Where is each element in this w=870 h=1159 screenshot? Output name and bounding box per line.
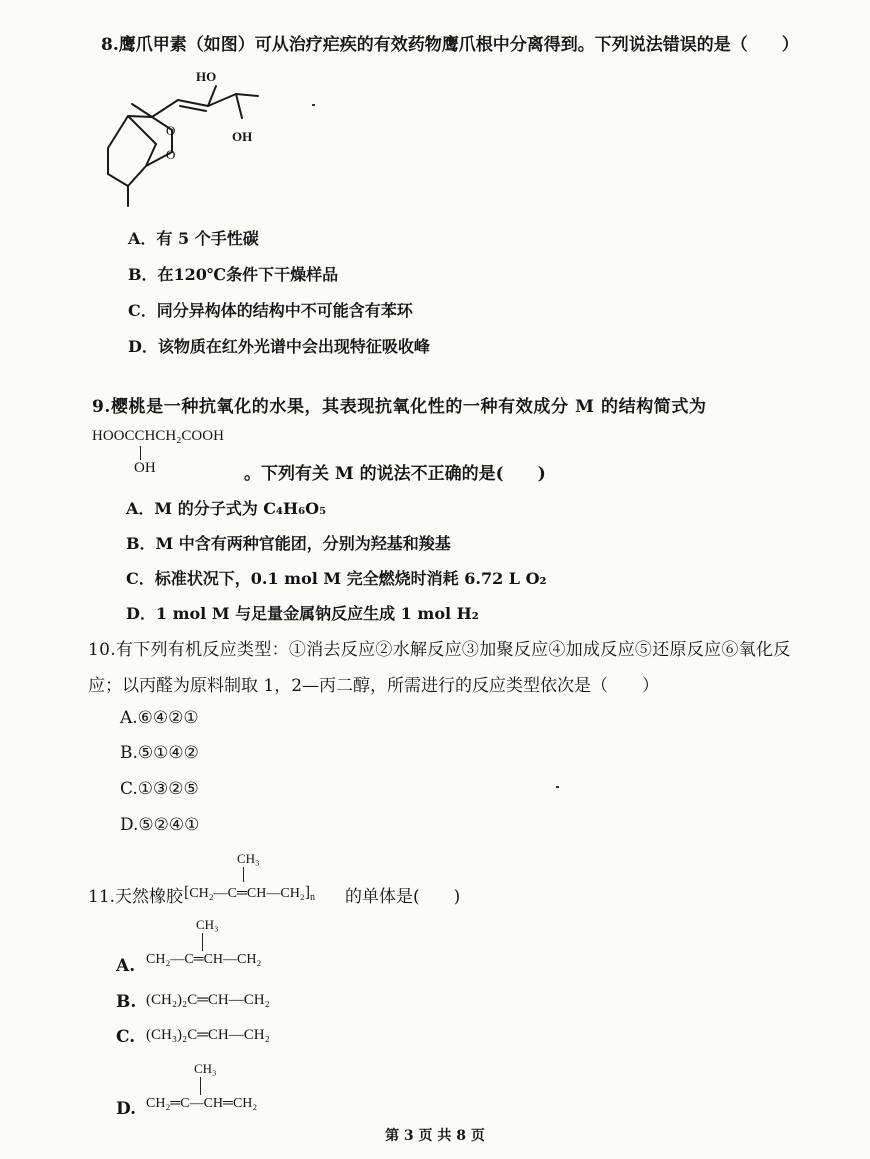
q10-option-d: D.⑤②④① — [120, 815, 200, 835]
q11-b-formula: (CH₂)₂C═CH—CH₂ — [146, 992, 270, 1008]
q11-c-formula: (CH₃)₂C═CH—CH₂ — [146, 1027, 270, 1043]
q8-label-oh: OH — [232, 129, 253, 144]
q11-a-top: CH₃ — [196, 917, 219, 932]
q11-polymer-chain: CH₂—C═CH—CH₂ — [189, 886, 305, 901]
q11-stem-prefix: 11.天然橡胶 — [88, 887, 184, 907]
q8-option-c: C．同分异构体的结构中不可能含有苯环 — [128, 301, 413, 320]
page-footer: 第 3 页 共 8 页 — [385, 1128, 485, 1144]
speck — [556, 786, 559, 788]
q8-stem: 8.鹰爪甲素（如图）可从治疗疟疾的有效药物鹰爪根中分离得到。下列说法错误的是（ ） — [101, 35, 799, 55]
q9-formula-sub: OH — [134, 460, 156, 476]
q11-d-chain: CH₂═C—CH═CH₂ — [146, 1096, 258, 1111]
q10-stem-line1: 10.有下列有机反应类型：①消去反应②水解反应③加聚反应④加成反应⑤还原反应⑥氧化反 — [88, 640, 791, 660]
q10-option-a: A.⑥④②① — [120, 708, 199, 728]
q11-polymer-bond — [243, 867, 244, 882]
q9-stem-tail: 。下列有关 M 的说法不正确的是( ) — [244, 464, 546, 484]
q9-option-d: D．1 mol M 与足量金属钠反应生成 1 mol H₂ — [126, 604, 479, 623]
q8-option-a: A．有 5 个手性碳 — [128, 229, 259, 248]
q8-label-o2: O — [166, 147, 176, 162]
q11-a-letter: A. — [116, 956, 136, 976]
q11-stem-suffix: 的单体是( ) — [345, 887, 461, 907]
q9-option-b: B．M 中含有两种官能团，分别为羟基和羧基 — [126, 534, 451, 553]
q10-option-c: C.①③②⑤ — [120, 779, 199, 799]
q11-c-letter: C. — [116, 1027, 136, 1047]
q11-a-chain: CH₂—C═CH—CH₂ — [146, 952, 262, 967]
q10-stem-line2: 应；以丙醛为原料制取 1，2—丙二醇，所需进行的反应类型依次是（ ） — [88, 676, 660, 696]
q11-d-top: CH₃ — [194, 1061, 217, 1076]
q9-option-a: A．M 的分子式为 C₄H₆O₅ — [126, 499, 327, 518]
speck — [312, 104, 315, 106]
q11-b-letter: B. — [116, 992, 137, 1012]
q9-formula-bond — [140, 446, 141, 460]
q8-option-b: B．在120℃条件下干燥样品 — [128, 265, 339, 284]
q11-d-letter: D. — [116, 1099, 137, 1119]
q9-stem: 9.樱桃是一种抗氧化的水果，其表现抗氧化性的一种有效成分 M 的结构简式为 — [92, 397, 707, 417]
q8-option-d: D．该物质在红外光谱中会出现特征吸收峰 — [128, 337, 430, 356]
q9-formula-main: HOOCCHCH₂COOH — [92, 428, 224, 444]
q11-polymer: $[CH_2—C═CH—CH_2]_n$ — [184, 884, 316, 903]
q11-d-bond — [200, 1077, 201, 1095]
q11-a-bond — [202, 933, 203, 951]
q8-label-ho: HO — [196, 69, 217, 84]
q10-option-b: B.⑤①④② — [120, 743, 199, 763]
q8-label-o1: O — [166, 123, 176, 138]
q9-option-c: C．标准状况下，0.1 mol M 完全燃烧时消耗 6.72 L O₂ — [126, 569, 547, 588]
q11-polymer-n: n — [310, 892, 316, 903]
q11-polymer-top: CH₃ — [237, 851, 260, 866]
